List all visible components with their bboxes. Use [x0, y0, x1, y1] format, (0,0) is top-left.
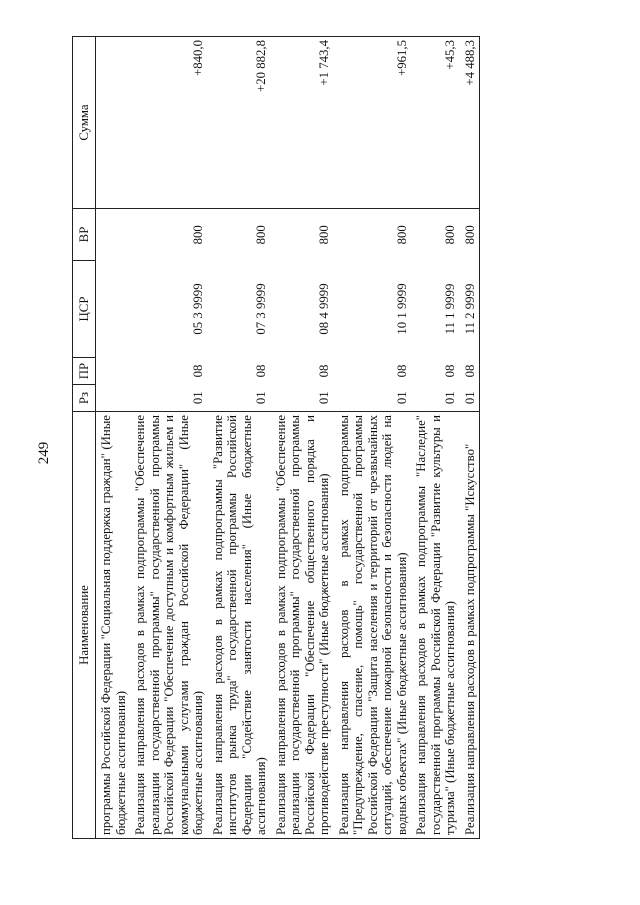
row-pr: 08: [443, 364, 457, 378]
page-number: 249: [36, 441, 52, 465]
row-name: Реализация направления расходов в рамках подпрограммы "Наследие" государственной программы Российской Федерации "Развитие культуры и туризма" (Иные бюджетные ассигнования): [411, 412, 460, 839]
row-pr: 08: [254, 364, 268, 378]
row-sum: [96, 37, 131, 209]
row-pr: 08: [394, 364, 409, 378]
row-sum: +961,5: [334, 37, 412, 209]
row-csr: 10 1 9999: [394, 283, 409, 335]
header-vr: ВР: [73, 209, 96, 261]
row-pr: 08: [317, 364, 331, 378]
row-csr: 11 2 9999: [460, 261, 480, 358]
header-pr: ПР: [73, 358, 96, 385]
header-row: [73, 37, 96, 839]
table-body: [96, 37, 480, 839]
table-row: [271, 37, 334, 839]
row-csr: 11 1 9999: [443, 283, 457, 335]
row-name: Реализация направления расходов в рамках подпрограммы "Развитие институтов рынка труда" государственной программы Российской Федерации "Содействие занятости населения" (Иные бюджетные ассигнования): [208, 412, 271, 839]
row-vr: 800: [443, 225, 457, 245]
row-pr: 08: [191, 364, 205, 378]
header-rz: Рз: [73, 385, 96, 412]
table-row: [411, 37, 460, 839]
row-vr: 800: [191, 225, 205, 245]
row-name: Реализация направления расходов в рамках подпрограммы "Обеспечение реализации государственной программы" государственной программы Российской Федерации "Обеспечение общественного порядка и противодействие преступности" (Иные бюджетные ассигнования): [271, 412, 334, 839]
row-rz: 01: [334, 385, 412, 412]
row-rz: 01: [130, 385, 208, 412]
header-csr: ЦСР: [73, 261, 96, 358]
row-name: Реализация направления расходов в рамках подпрограммы "Обеспечение реализации государственной программы" государственной программы Российской Федерации "Обеспечение доступным и комфортным жильем и коммунальными услугами граждан Российской Федерации" (Иные бюджетные ассигнования): [130, 412, 208, 839]
row-name: Реализация направления расходов в рамках подпрограммы "Предупреждение, спасение, помощь" государственной программы Российской Федерации "Защита населения и территорий от чрезвычайных ситуаций, обеспечение пожарной безопасности и безопасности людей на водных объектах" (Иные бюджетные ассигнования): [334, 412, 412, 839]
row-vr: 800: [460, 209, 480, 261]
row-pr: [96, 358, 131, 385]
row-sum: +45,3: [411, 37, 460, 209]
table-row: [96, 37, 131, 839]
table-header: [73, 37, 96, 839]
row-csr: 07 3 9999: [254, 283, 268, 335]
row-rz: 01: [411, 385, 460, 412]
row-vr: 800: [317, 225, 331, 245]
row-csr: 08 4 9999: [317, 283, 331, 335]
row-sum: +1 743,4: [271, 37, 334, 209]
row-vr: [96, 209, 131, 261]
row-rz: 01: [271, 385, 334, 412]
row-vr: 800: [254, 225, 268, 245]
row-sum: +4 488,3: [460, 37, 480, 209]
row-name: программы Российской Федерации "Социальная поддержка граждан" (Иные бюджетные ассигнования): [96, 412, 131, 839]
table-row: [130, 37, 208, 839]
table-row: [460, 37, 480, 839]
row-rz: [96, 385, 131, 412]
row-sum: +20 882,8: [208, 37, 271, 209]
row-pr: 08: [460, 358, 480, 385]
row-sum: +840,0: [130, 37, 208, 209]
row-rz: 01: [460, 385, 480, 412]
header-name: Наименование: [73, 412, 96, 839]
table-row: [208, 37, 271, 839]
row-csr: [96, 261, 131, 358]
table-row: [334, 37, 412, 839]
row-csr: 05 3 9999: [191, 283, 205, 335]
row-rz: 01: [208, 385, 271, 412]
row-vr: 800: [394, 225, 409, 245]
row-name: Реализация направления расходов в рамках подпрограммы "Искусство": [460, 412, 480, 839]
budget-table: [72, 36, 480, 839]
header-sum: Сумма: [73, 37, 96, 209]
